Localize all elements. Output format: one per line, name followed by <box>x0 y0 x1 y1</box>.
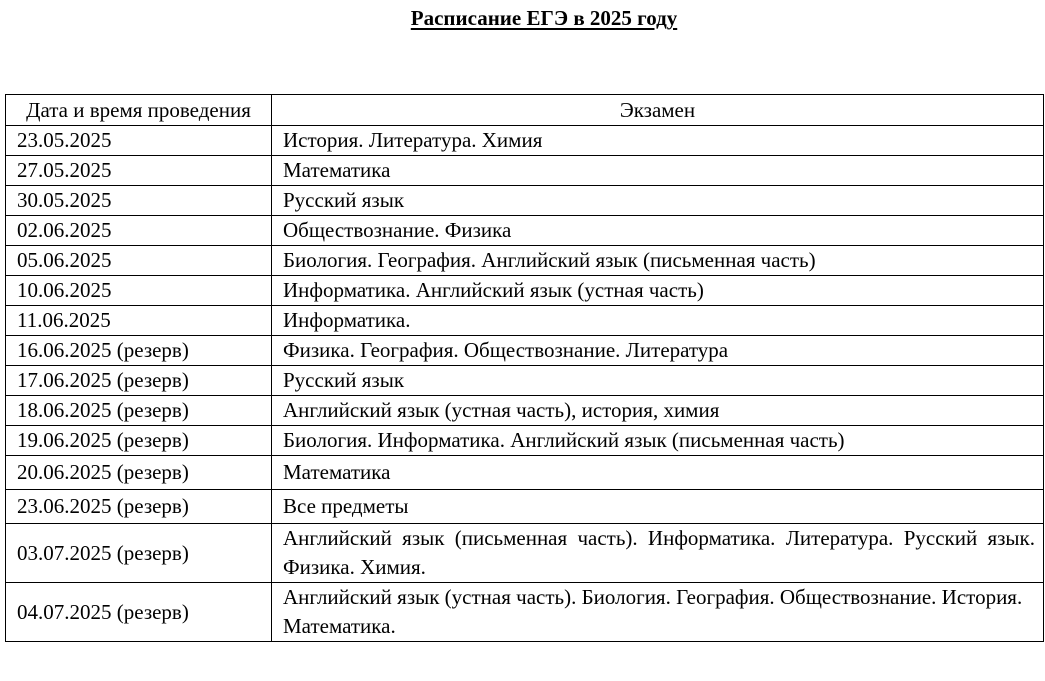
row-date: 10.06.2025 <box>6 276 272 306</box>
row-date: 20.06.2025 (резерв) <box>6 456 272 490</box>
row-exam: Русский язык <box>272 186 1044 216</box>
row-exam: Биология. Информатика. Английский язык (письменная часть) <box>272 426 1044 456</box>
table-row <box>6 456 1044 490</box>
table-row <box>6 246 1044 276</box>
row-exam: История. Литература. Химия <box>272 126 1044 156</box>
row-date: 04.07.2025 (резерв) <box>6 583 272 642</box>
table-row <box>6 306 1044 336</box>
table-row <box>6 336 1044 366</box>
row-date: 23.05.2025 <box>6 126 272 156</box>
row-exam: Физика. География. Обществознание. Литература <box>272 336 1044 366</box>
table-row <box>6 216 1044 246</box>
row-exam: Английский язык (устная часть), история, химия <box>272 396 1044 426</box>
row-date: 16.06.2025 (резерв) <box>6 336 272 366</box>
table-row <box>6 426 1044 456</box>
row-exam: Информатика. <box>272 306 1044 336</box>
row-exam: Английский язык (устная часть). Биология. География. Обществознание. История. Математика. <box>272 583 1044 642</box>
table-row <box>6 396 1044 426</box>
row-date: 27.05.2025 <box>6 156 272 186</box>
header-date-time: Дата и время проведения <box>6 95 272 126</box>
table-row <box>6 126 1044 156</box>
table-row <box>6 156 1044 186</box>
table-row <box>6 276 1044 306</box>
row-date: 05.06.2025 <box>6 246 272 276</box>
table-row <box>6 366 1044 396</box>
row-date: 19.06.2025 (резерв) <box>6 426 272 456</box>
row-exam: Русский язык <box>272 366 1044 396</box>
header-exam: Экзамен <box>272 95 1044 126</box>
table-row <box>6 186 1044 216</box>
row-date: 17.06.2025 (резерв) <box>6 366 272 396</box>
exam-schedule-table <box>5 94 1044 642</box>
table-header-row <box>6 95 1044 126</box>
row-date: 03.07.2025 (резерв) <box>6 524 272 583</box>
row-date: 11.06.2025 <box>6 306 272 336</box>
row-date: 23.06.2025 (резерв) <box>6 490 272 524</box>
row-exam: Биология. География. Английский язык (письменная часть) <box>272 246 1044 276</box>
row-exam: Все предметы <box>272 490 1044 524</box>
table-row <box>6 490 1044 524</box>
document-title: Расписание ЕГЭ в 2025 году <box>410 6 678 30</box>
row-date: 18.06.2025 (резерв) <box>6 396 272 426</box>
table-row <box>6 583 1044 642</box>
row-date: 30.05.2025 <box>6 186 272 216</box>
row-exam: Математика <box>272 156 1044 186</box>
row-date: 02.06.2025 <box>6 216 272 246</box>
row-exam: Информатика. Английский язык (устная часть) <box>272 276 1044 306</box>
row-exam: Английский язык (письменная часть). Информатика. Литература. Русский язык. Физика. Химия. <box>272 524 1044 583</box>
table-row <box>6 524 1044 583</box>
row-exam: Обществознание. Физика <box>272 216 1044 246</box>
row-exam: Математика <box>272 456 1044 490</box>
